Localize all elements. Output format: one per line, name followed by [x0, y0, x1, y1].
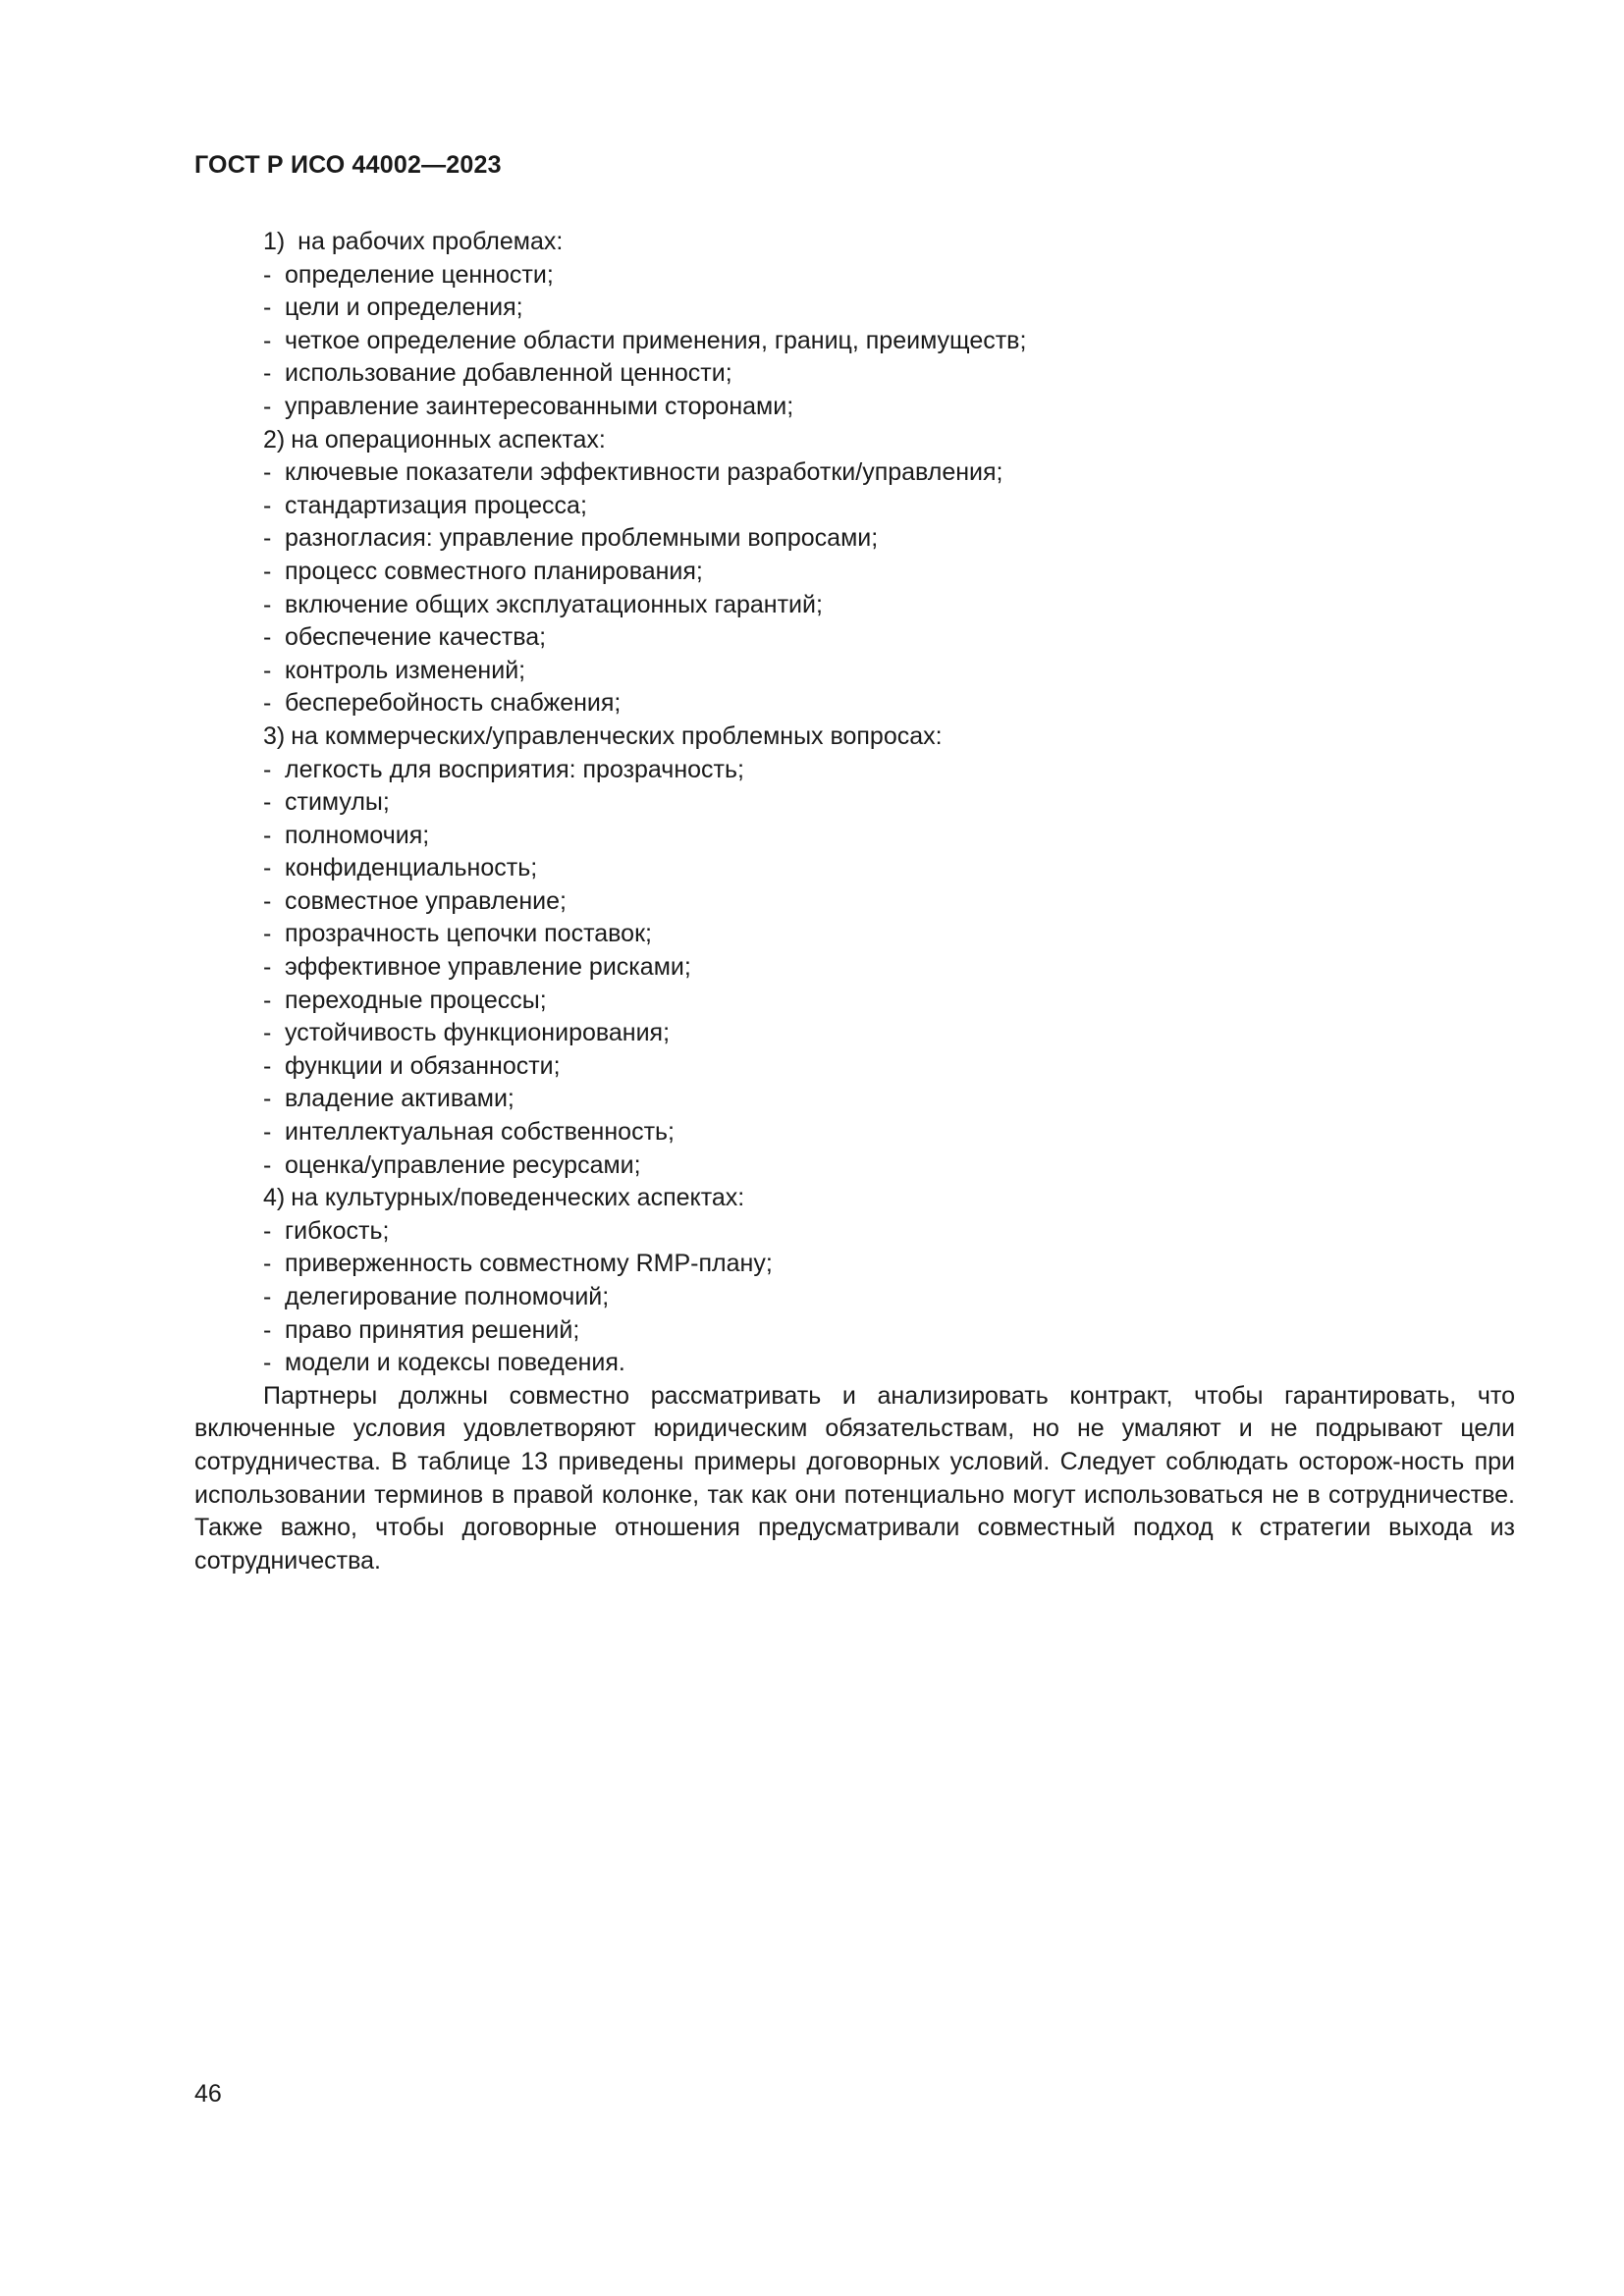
list-item: [194, 918, 1515, 951]
list-item-text: прозрачность цепочки поставок;: [285, 920, 652, 948]
list-item-text: полномочия;: [285, 821, 430, 849]
list-item: [194, 391, 1515, 424]
list-item-text: владение активами;: [285, 1085, 514, 1113]
dash-marker: -: [263, 821, 272, 849]
list-item: [194, 1281, 1515, 1314]
list-item: [194, 885, 1515, 919]
list-item: [194, 1347, 1515, 1380]
list-item-text: устойчивость функционирования;: [285, 1019, 671, 1047]
list-item-text: эффективное управление рисками;: [285, 953, 691, 982]
dash-marker: -: [263, 524, 272, 553]
page-number: 46: [194, 2080, 222, 2108]
dash-marker: -: [263, 623, 272, 652]
group-label: на операционных аспектах:: [291, 425, 606, 454]
list-item-text: интеллектуальная собственность;: [285, 1118, 675, 1147]
group-number: 2): [263, 425, 286, 454]
list-item: [194, 655, 1515, 688]
list-item: [194, 820, 1515, 853]
list-item: [194, 522, 1515, 556]
dash-marker: -: [263, 1118, 272, 1147]
dash-marker: -: [263, 1150, 272, 1179]
dash-marker: -: [263, 294, 272, 322]
list-item-text: управление заинтересованными сторонами;: [285, 392, 794, 420]
list-group-heading: [194, 424, 1515, 457]
list-item: [194, 357, 1515, 391]
group-label: на коммерческих/управленческих проблемных вопросах:: [291, 721, 943, 750]
list-group-heading: [194, 226, 1515, 259]
dash-marker: -: [263, 656, 272, 684]
list-item: [194, 325, 1515, 358]
dash-marker: -: [263, 1216, 272, 1245]
dash-marker: -: [263, 1019, 272, 1047]
document-header: ГОСТ Р ИСО 44002—2023: [194, 151, 502, 179]
list-item-text: стандартизация процесса;: [285, 491, 587, 519]
aspects-list: [194, 226, 1515, 1380]
list-item-text: переходные процессы;: [285, 986, 547, 1014]
dash-marker: -: [263, 1349, 272, 1377]
list-item: [194, 687, 1515, 721]
list-item: [194, 852, 1515, 885]
document-body: [194, 226, 1515, 1577]
list-item-text: процесс совместного планирования;: [285, 557, 703, 585]
dash-marker: -: [263, 491, 272, 519]
dash-marker: -: [263, 326, 272, 354]
dash-marker: -: [263, 1250, 272, 1278]
list-item-text: оценка/управление ресурсами;: [285, 1150, 641, 1179]
list-item-text: приверженность совместному RMP-плану;: [285, 1250, 773, 1278]
group-label: на культурных/поведенческих аспектах:: [291, 1184, 745, 1212]
list-item: [194, 754, 1515, 787]
body-paragraph: Партнеры должны совместно рассматривать и анализировать контракт, чтобы гарантировать, что включенные условия удовлетворяют юридическим обязательствам, но не умаляют и не подрывают цели сотрудничества. В таблице 13 приведены примеры договорных условий. Следует соблюдать осторож-ность при использовании терминов в правой колонке, так как они потенциально могут использоваться не в сотрудничестве. Также важно, чтобы договорные отношения предусматривали совместный подход к стратегии выхода из сотрудничества.: [194, 1381, 1515, 1575]
dash-marker: -: [263, 1085, 272, 1113]
list-item-text: четкое определение области применения, границ, преимуществ;: [285, 326, 1027, 354]
list-group-heading: [194, 721, 1515, 754]
dash-marker: -: [263, 1051, 272, 1080]
list-item-text: обеспечение качества;: [285, 623, 547, 652]
dash-marker: -: [263, 359, 272, 388]
list-item: [194, 1149, 1515, 1183]
dash-marker: -: [263, 1315, 272, 1344]
list-item-text: право принятия решений;: [285, 1315, 580, 1344]
dash-marker: -: [263, 260, 272, 289]
dash-marker: -: [263, 590, 272, 618]
list-item: [194, 1050, 1515, 1084]
list-item: [194, 292, 1515, 325]
list-item-text: бесперебойность снабжения;: [285, 689, 622, 718]
list-group-heading: [194, 1182, 1515, 1215]
list-item-text: определение ценности;: [285, 260, 554, 289]
list-item-text: делегирование полномочий;: [285, 1283, 610, 1310]
list-item-text: стимулы;: [285, 788, 390, 817]
group-label: на рабочих проблемах:: [291, 228, 564, 255]
list-item-text: включение общих эксплуатационных гарантий;: [285, 590, 823, 618]
group-number: 3): [263, 721, 286, 750]
dash-marker: -: [263, 920, 272, 948]
list-item-text: гибкость;: [285, 1216, 390, 1245]
dash-marker: -: [263, 1283, 272, 1310]
list-item: [194, 589, 1515, 622]
list-item-text: контроль изменений;: [285, 656, 526, 684]
group-number: 1): [263, 228, 286, 255]
list-item: [194, 786, 1515, 820]
list-item: [194, 951, 1515, 985]
list-item: [194, 259, 1515, 293]
list-item: [194, 621, 1515, 655]
list-item-text: конфиденциальность;: [285, 854, 538, 882]
list-item-text: функции и обязанности;: [285, 1051, 561, 1080]
list-item: [194, 1215, 1515, 1249]
list-item: [194, 556, 1515, 589]
dash-marker: -: [263, 854, 272, 882]
group-number: 4): [263, 1184, 286, 1212]
list-item-text: модели и кодексы поведения.: [285, 1349, 625, 1377]
dash-marker: -: [263, 788, 272, 817]
dash-marker: -: [263, 886, 272, 915]
list-item: [194, 1083, 1515, 1116]
dash-marker: -: [263, 689, 272, 718]
list-item: [194, 1116, 1515, 1149]
dash-marker: -: [263, 392, 272, 420]
list-item: [194, 1314, 1515, 1348]
list-item-text: разногласия: управление проблемными вопросами;: [285, 524, 879, 553]
list-item: [194, 985, 1515, 1018]
list-item-text: цели и определения;: [285, 294, 523, 322]
list-item-text: использование добавленной ценности;: [285, 359, 732, 388]
dash-marker: -: [263, 755, 272, 783]
dash-marker: -: [263, 458, 272, 487]
list-item-text: совместное управление;: [285, 886, 567, 915]
dash-marker: -: [263, 986, 272, 1014]
list-item-text: легкость для восприятия: прозрачность;: [285, 755, 744, 783]
dash-marker: -: [263, 557, 272, 585]
list-item: [194, 1017, 1515, 1050]
list-item-text: ключевые показатели эффективности разработки/управления;: [285, 458, 1003, 487]
dash-marker: -: [263, 953, 272, 982]
list-item: [194, 1248, 1515, 1281]
list-item: [194, 456, 1515, 490]
list-item: [194, 490, 1515, 523]
